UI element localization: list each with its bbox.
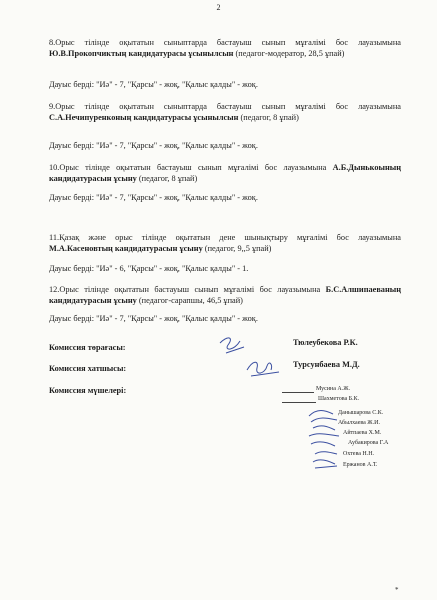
item-details: (педагог, 9,,5 ұпай) [202,244,272,253]
item-details: (педагог-модератор, 28,5 ұпай) [233,49,345,58]
member-name: Данышарова С.К. [338,410,384,416]
chair-name: Тюлеубекова Р.К. [293,338,358,347]
member-name: Ержанов А.Т. [343,462,378,468]
vote-result-9: Дауыс берді: "Иә" - 7, "Қарсы" - жоқ, "Қалыс қалды" - жоқ. [49,141,258,150]
item-details: (педагог-сарапшы, 46,5 ұпай) [136,296,243,305]
decision-item-12 [49,284,401,306]
vote-result-11: Дауыс берді: "Иә" - 6, "Қарсы" - жоқ, "Қалыс қалды" - 1. [49,264,249,273]
signature-line [282,392,314,393]
decision-item-11 [49,232,401,254]
item-text: 9.Орыс тілінде оқытатын сыныптарда бастауыш сынып мұғалімі бос лауазымына [49,102,401,111]
secretary-name: Турсунбаева М.Д. [293,360,360,369]
item-candidate: С.А.Нечипуренконың кандидатурасы ұсынылсын [49,113,239,122]
vote-result-8: Дауыс берді: "Иә" - 7, "Қарсы" - жоқ, "Қалыс қалды" - жоқ. [49,80,258,89]
chair-label: Комиссия төрағасы: [49,343,126,352]
item-text: 8.Орыс тілінде оқытатын сыныптарда бастауыш сынып мұғалімі бос лауазымына [49,38,401,47]
decision-item-8 [49,37,401,59]
vote-result-10: Дауыс берді: "Иә" - 7, "Қарсы" - жоқ, "Қалыс қалды" - жоқ. [49,193,258,202]
member-name: Аубакирова Г.А [348,440,389,446]
vote-result-12: Дауыс берді: "Иә" - 7, "Қарсы" - жоқ, "Қалыс қалды" - жоқ. [49,314,258,323]
decision-item-9 [49,101,401,123]
item-candidate: М.А.Касеновтың кандидатурасын ұсыну [49,244,203,253]
member-name: Айтпаева Х.М. [343,430,382,436]
item-details: (педагог, 8 ұпай) [238,113,299,122]
item-candidate: Ю.В.Прокопчиктың кандидатурасы ұсынылсын [49,49,234,58]
secretary-signature-icon [243,354,283,382]
item-candidate: А.Б.Дынькоының кандидатурасын ұсыну [49,163,401,183]
members-label: Комиссия мүшелері: [49,386,127,395]
member-name: Абылхаева Ж.И. [338,420,380,426]
member-name: Мусина А.Ж. [316,386,351,392]
item-text: 10.Орыс тілінде оқытатын бастауыш сынып мұғалімі бос лауазымына [49,163,333,172]
secretary-label: Комиссия хатшысы: [49,364,127,373]
item-details: (педагог, 8 ұпай) [136,174,198,183]
signature-line [282,402,316,403]
item-candidate: Б.С.Алшипаеваның кандидатурасын ұсыну [49,285,401,305]
member-name: Шахметова Б.К. [318,396,360,402]
page-number: 2 [216,3,221,12]
item-text: 12.Орыс тілінде оқытатын бастауыш сынып мұғалімі бос лауазымына [49,285,326,294]
decision-item-10 [49,162,401,184]
member-name: Охтева Н.Н. [343,451,375,457]
bottom-mark: * [395,586,399,594]
item-text: 11.Қазақ және орыс тілінде оқытатын дене шынықтыру мұғалімі бос лауазымына [49,233,401,242]
